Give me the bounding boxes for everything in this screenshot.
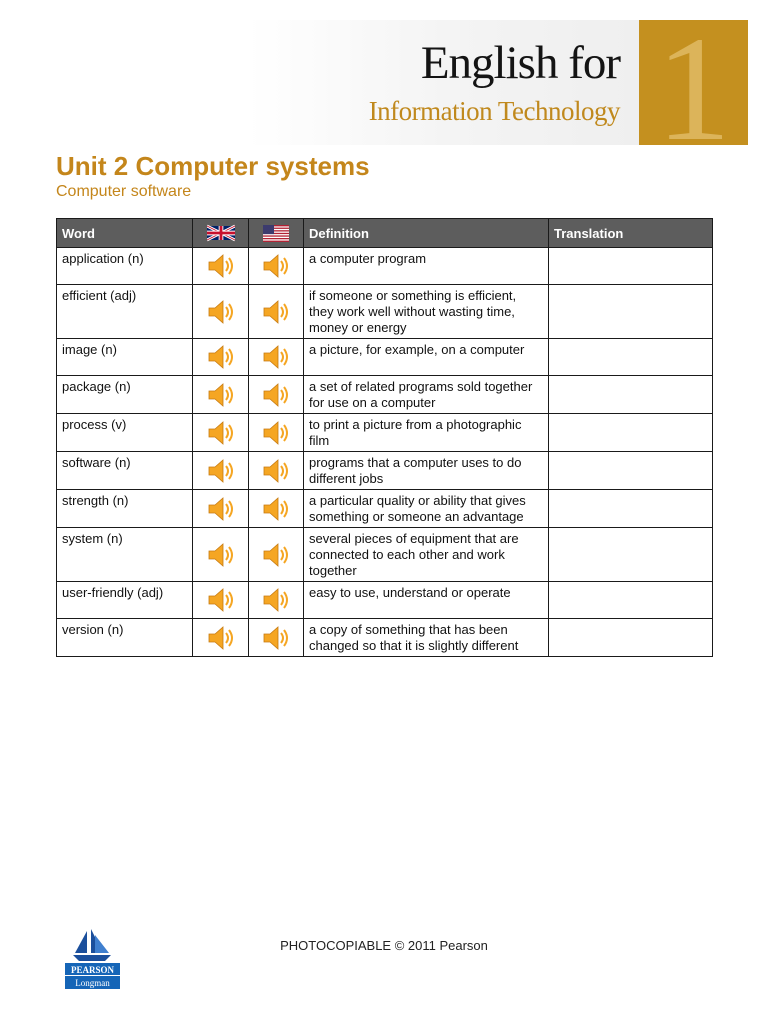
word-cell: version (n) <box>57 619 193 657</box>
speaker-icon <box>206 381 236 409</box>
table-row <box>57 582 713 619</box>
speaker-icon <box>206 495 236 523</box>
word-cell: application (n) <box>57 248 193 285</box>
word-cell: efficient (adj) <box>57 285 193 339</box>
us-audio-button[interactable] <box>249 414 304 452</box>
table-row <box>57 452 713 490</box>
table-row <box>57 490 713 528</box>
definition-cell: a set of related programs sold together for use on a computer <box>304 376 549 414</box>
us-audio-button[interactable] <box>249 339 304 376</box>
speaker-icon <box>206 298 236 326</box>
uk-audio-button[interactable] <box>193 582 249 619</box>
definition-cell: to print a picture from a photographic film <box>304 414 549 452</box>
translation-cell[interactable] <box>549 528 713 582</box>
speaker-icon <box>261 252 291 280</box>
logo-text-longman: Longman <box>75 978 110 988</box>
word-cell: image (n) <box>57 339 193 376</box>
column-header-word: Word <box>57 219 193 248</box>
uk-audio-button[interactable] <box>193 452 249 490</box>
uk-audio-button[interactable] <box>193 376 249 414</box>
column-header-definition: Definition <box>304 219 549 248</box>
uk-audio-button[interactable] <box>193 285 249 339</box>
translation-cell[interactable] <box>549 452 713 490</box>
speaker-icon <box>206 252 236 280</box>
table-row <box>57 339 713 376</box>
definition-cell: several pieces of equipment that are connected to each other and work together <box>304 528 549 582</box>
speaker-icon <box>261 495 291 523</box>
us-audio-button[interactable] <box>249 582 304 619</box>
table-row <box>57 285 713 339</box>
us-audio-button[interactable] <box>249 528 304 582</box>
book-subtitle: Information Technology <box>368 96 620 126</box>
table-row <box>57 376 713 414</box>
speaker-icon <box>206 419 236 447</box>
speaker-icon <box>206 541 236 569</box>
uk-flag-icon <box>207 224 235 242</box>
us-audio-button[interactable] <box>249 285 304 339</box>
vocabulary-table <box>56 218 713 657</box>
us-flag-icon <box>263 225 289 242</box>
speaker-icon <box>261 298 291 326</box>
definition-cell: a particular quality or ability that gives something or someone an advantage <box>304 490 549 528</box>
translation-cell[interactable] <box>549 414 713 452</box>
definition-cell: easy to use, understand or operate <box>304 582 549 619</box>
definition-cell: a copy of something that has been changed so that it is slightly different <box>304 619 549 657</box>
word-cell: process (v) <box>57 414 193 452</box>
translation-cell[interactable] <box>549 376 713 414</box>
speaker-icon <box>206 624 236 652</box>
translation-cell[interactable] <box>549 248 713 285</box>
uk-audio-button[interactable] <box>193 339 249 376</box>
uk-audio-button[interactable] <box>193 619 249 657</box>
speaker-icon <box>206 457 236 485</box>
uk-audio-button[interactable] <box>193 490 249 528</box>
us-audio-button[interactable] <box>249 490 304 528</box>
vocabulary-body <box>57 248 713 657</box>
definition-cell: a computer program <box>304 248 549 285</box>
speaker-icon <box>261 457 291 485</box>
word-cell: software (n) <box>57 452 193 490</box>
unit-subtitle: Computer software <box>56 183 192 200</box>
translation-cell[interactable] <box>549 490 713 528</box>
speaker-icon <box>261 624 291 652</box>
pearson-longman-logo <box>65 927 120 989</box>
definition-cell: if someone or something is efficient, they work well without wasting time, money or energy <box>304 285 549 339</box>
us-audio-button[interactable] <box>249 376 304 414</box>
word-cell: strength (n) <box>57 490 193 528</box>
table-header-row <box>57 219 713 248</box>
table-row <box>57 414 713 452</box>
column-header-us <box>249 219 304 248</box>
book-title: English for <box>420 37 620 89</box>
definition-cell: programs that a computer uses to do different jobs <box>304 452 549 490</box>
us-audio-button[interactable] <box>249 248 304 285</box>
translation-cell[interactable] <box>549 285 713 339</box>
us-audio-button[interactable] <box>249 452 304 490</box>
word-cell: user-friendly (adj) <box>57 582 193 619</box>
level-number: 1 <box>656 20 731 145</box>
column-header-translation: Translation <box>549 219 713 248</box>
uk-audio-button[interactable] <box>193 414 249 452</box>
table-row <box>57 528 713 582</box>
uk-audio-button[interactable] <box>193 528 249 582</box>
speaker-icon <box>261 586 291 614</box>
column-header-uk <box>193 219 249 248</box>
table-row <box>57 619 713 657</box>
table-row <box>57 248 713 285</box>
unit-title: Unit 2 Computer systems <box>56 151 370 181</box>
logo-text-pearson: PEARSON <box>70 965 115 975</box>
us-audio-button[interactable] <box>249 619 304 657</box>
copyright-notice: PHOTOCOPIABLE © 2011 Pearson <box>280 938 488 953</box>
word-cell: package (n) <box>57 376 193 414</box>
speaker-icon <box>261 381 291 409</box>
level-badge <box>639 20 748 145</box>
word-cell: system (n) <box>57 528 193 582</box>
translation-cell[interactable] <box>549 582 713 619</box>
definition-cell: a picture, for example, on a computer <box>304 339 549 376</box>
speaker-icon <box>206 586 236 614</box>
speaker-icon <box>261 541 291 569</box>
speaker-icon <box>261 419 291 447</box>
uk-audio-button[interactable] <box>193 248 249 285</box>
translation-cell[interactable] <box>549 619 713 657</box>
speaker-icon <box>261 343 291 371</box>
translation-cell[interactable] <box>549 339 713 376</box>
speaker-icon <box>206 343 236 371</box>
